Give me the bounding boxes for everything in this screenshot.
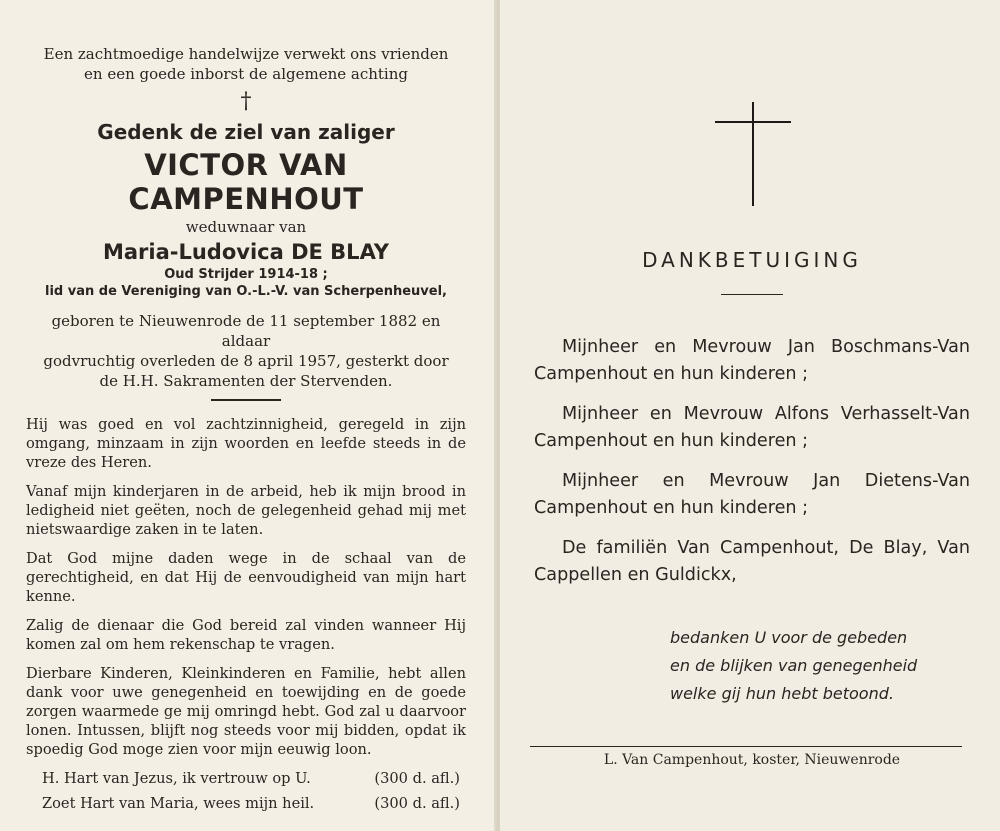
footer-divider bbox=[530, 746, 962, 747]
thanks-item: Mijnheer en Mevrouw Alfons Verhasselt-Van Campenhout en hun kinderen ; bbox=[534, 404, 970, 451]
widower-label: weduwnaar van bbox=[185, 218, 307, 236]
closing-line: welke gij hun hebt betoond. bbox=[670, 684, 894, 703]
indulgence-note: (300 d. afl.) bbox=[374, 795, 460, 812]
thanks-item: Mijnheer en Mevrouw Jan Dietens-Van Campenhout en hun kinderen ; bbox=[534, 471, 970, 518]
paragraph: Dat God mijne daden wege in de schaal van de gerechtigheid, en dat Hij de eenvoudigheid van mijn hart kenne. bbox=[26, 550, 466, 605]
closing-text bbox=[670, 624, 970, 708]
footer-text: L. Van Campenhout, koster, Nieuwenrode bbox=[603, 752, 901, 768]
motto-line-1: Een zachtmoedige handelwijze verwekt ons vrienden bbox=[43, 45, 449, 63]
spouse-name: Maria-Ludovica DE BLAY bbox=[102, 240, 390, 264]
right-panel bbox=[500, 0, 1000, 831]
membership-line: lid van de Vereniging van O.-L.-V. van Scherpenheuvel, bbox=[45, 284, 447, 299]
deceased-name: VICTOR VAN CAMPENHOUT bbox=[128, 148, 364, 216]
birth-line-2: godvruchtig overleden de 8 april 1957, gesterkt door bbox=[43, 352, 449, 370]
paragraph: Zalig de dienaar die God bereid zal vinden wanneer Hij komen zal om hem rekenschap te vragen. bbox=[26, 617, 466, 653]
left-panel bbox=[0, 0, 496, 831]
thanks-item: Mijnheer en Mevrouw Jan Boschmans-Van Campenhout en hun kinderen ; bbox=[534, 337, 970, 384]
prayer-text: H. Hart van Jezus, ik vertrouw op U. bbox=[42, 770, 311, 787]
paragraph: Vanaf mijn kinderjaren in de arbeid, heb ik mijn brood in ledigheid niet geëten, noch de gelegenheid gehad mij met nietswaardige zaken in te laten. bbox=[26, 483, 466, 538]
prayer-line bbox=[26, 794, 466, 813]
paragraph: Hij was goed en vol zachtzinnigheid, geregeld in zijn omgang, minzaam in zijn woorden en leefde steeds in de vreze des Heren. bbox=[26, 416, 466, 471]
closing-line: bedanken U voor de gebeden bbox=[670, 628, 908, 647]
motto-line-2: en een goede inborst de algemene achting bbox=[84, 65, 408, 83]
birth-line-3: de H.H. Sakramenten der Stervenden. bbox=[99, 372, 393, 390]
thanks-list bbox=[534, 334, 970, 602]
closing-line: en de blijken van genegenheid bbox=[670, 656, 918, 675]
prayer-line bbox=[26, 769, 466, 788]
title-divider bbox=[721, 294, 783, 295]
dankbetuiging-title: DANKBETUIGING bbox=[642, 248, 862, 272]
prayer-text: Zoet Hart van Maria, wees mijn heil. bbox=[42, 795, 315, 812]
veteran-line: Oud Strijder 1914-18 ; bbox=[164, 267, 328, 282]
thanks-item: De familiën Van Campenhout, De Blay, Van Cappellen en Guldickx, bbox=[534, 538, 970, 585]
small-cross-icon: † bbox=[240, 89, 252, 114]
gedenk-heading: Gedenk de ziel van zaliger bbox=[97, 120, 395, 144]
indulgence-note: (300 d. afl.) bbox=[374, 770, 460, 787]
paragraph: Dierbare Kinderen, Kleinkinderen en Familie, hebt allen dank voor uwe genegenheid en toewijding en de goede zorgen waarmede ge mij omringd hebt. God zal u daarvoor lonen. Intussen, blijft nog steeds voor mij bidden, opdat ik spoedig God moge zien voor mijn eeuwig loon. bbox=[26, 665, 466, 758]
birth-death-text bbox=[26, 311, 466, 391]
cross-icon bbox=[715, 102, 791, 206]
divider bbox=[211, 399, 281, 401]
birth-line-1: geboren te Nieuwenrode de 11 september 1882 en aldaar bbox=[51, 312, 441, 350]
